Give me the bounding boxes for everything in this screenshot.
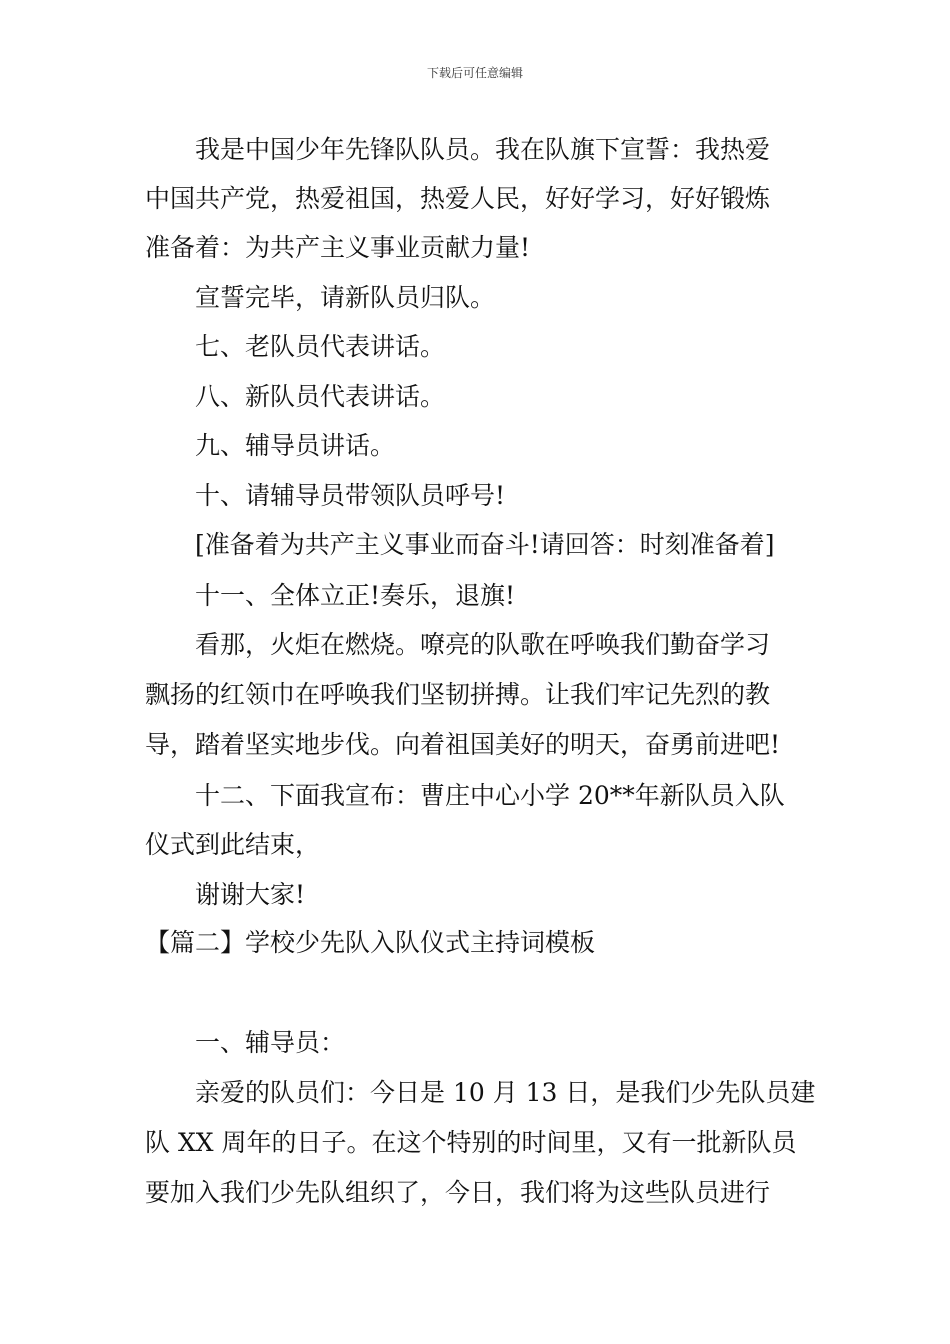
text-line: [准备着为共产主义事业而奋斗!请回答：时刻准备着]: [145, 530, 775, 559]
text-line: 我是中国少年先锋队队员。我在队旗下宣誓：我热爱: [145, 135, 771, 164]
text-line: 十二、下面我宣布：曹庄中心小学 20**年新队员入队: [145, 781, 785, 810]
page-header-note: 下载后可任意编辑: [426, 66, 523, 80]
text-line: 仪式到此结束，: [145, 830, 321, 859]
text-line: 十、请辅导员带领队员呼号!: [145, 481, 506, 510]
text-line: 队 XX 周年的日子。在这个特别的时间里，又有一批新队员: [145, 1128, 797, 1157]
text-line: 中国共产党，热爱祖国，热爱人民，好好学习，好好锻炼: [145, 184, 771, 213]
text-line: 一、辅导员：: [145, 1028, 346, 1057]
text-line: 七、老队员代表讲话。: [145, 332, 446, 361]
text-line: 十一、全体立正!奏乐，退旗!: [145, 581, 516, 610]
text-line: 飘扬的红领巾在呼唤我们坚韧拼搏。让我们牢记先烈的教: [145, 680, 771, 709]
text-line: 导，踏着坚实地步伐。向着祖国美好的明天，奋勇前进吧!: [145, 730, 781, 759]
text-line: 八、新队员代表讲话。: [145, 382, 446, 411]
text-line: 宣誓完毕，请新队员归队。: [145, 283, 496, 312]
text-line: 亲爱的队员们：今日是 10 月 13 日，是我们少先队员建: [145, 1078, 816, 1107]
text-line: 准备着：为共产主义事业贡献力量!: [145, 233, 531, 262]
text-line: 要加入我们少先队组织了，今日，我们将为这些队员进行: [145, 1178, 771, 1207]
text-line: 九、辅导员讲话。: [145, 431, 396, 460]
text-line: 谢谢大家!: [145, 880, 306, 909]
section-heading: 【篇二】学校少先队入队仪式主持词模板: [145, 928, 596, 957]
text-line: 看那，火炬在燃烧。嘹亮的队歌在呼唤我们勤奋学习: [145, 630, 771, 659]
